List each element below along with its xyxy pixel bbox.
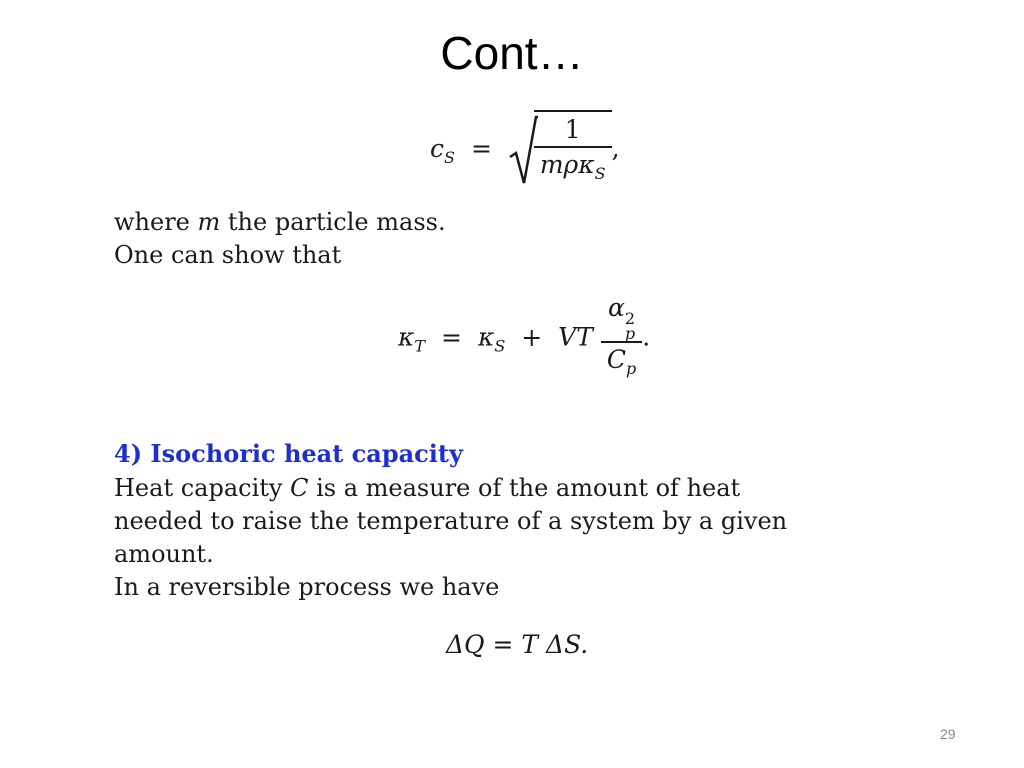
page-number: 29 <box>940 726 956 742</box>
eq2-term1: κ <box>477 322 495 352</box>
eq2-equals: = <box>441 322 462 352</box>
eq1-numerator: 1 <box>534 114 612 148</box>
text-line-show-that: One can show that <box>114 241 342 269</box>
eq2-fraction <box>601 292 642 386</box>
eq2-trailing: . <box>642 322 651 352</box>
text-line-temperature: needed to raise the temperature of a system by a given <box>114 507 788 535</box>
eq2-term2: VT <box>558 322 593 352</box>
eq2-plus: + <box>521 322 543 352</box>
text-line-heat-capacity: Heat capacity C is a measure of the amount of heat <box>114 474 741 502</box>
eq2-lhs-sub: T <box>414 336 426 356</box>
variable-c: C <box>290 474 309 502</box>
eq1-equals: = <box>470 134 492 163</box>
eq1-fraction <box>534 110 612 191</box>
section-heading: 4) Isochoric heat capacity <box>114 439 463 468</box>
eq2-lhs: κ <box>398 322 415 352</box>
slide-title: Cont… <box>440 27 584 79</box>
text-line-amount: amount. <box>114 540 214 568</box>
sound-speed-equation <box>430 110 620 191</box>
eq2-term1-sub: S <box>494 336 506 356</box>
eq1-denominator: mρκ$_S$ <box>539 150 606 183</box>
text-line-particle-mass: where m the particle mass. <box>114 208 446 236</box>
text-line-reversible: In a reversible process we have <box>114 573 500 601</box>
eq1-trailing: , <box>611 134 620 163</box>
eq2-denominator: $C_p$ <box>606 345 637 378</box>
compressibility-equation <box>398 292 650 386</box>
eq1-lhs: c <box>430 134 445 163</box>
eq1-lhs-sub: S <box>444 148 455 167</box>
variable-m: m <box>197 208 221 236</box>
heat-equation: ΔQ = T ΔS. <box>446 630 589 659</box>
eq2-numerator: α 2 p <box>601 292 642 343</box>
